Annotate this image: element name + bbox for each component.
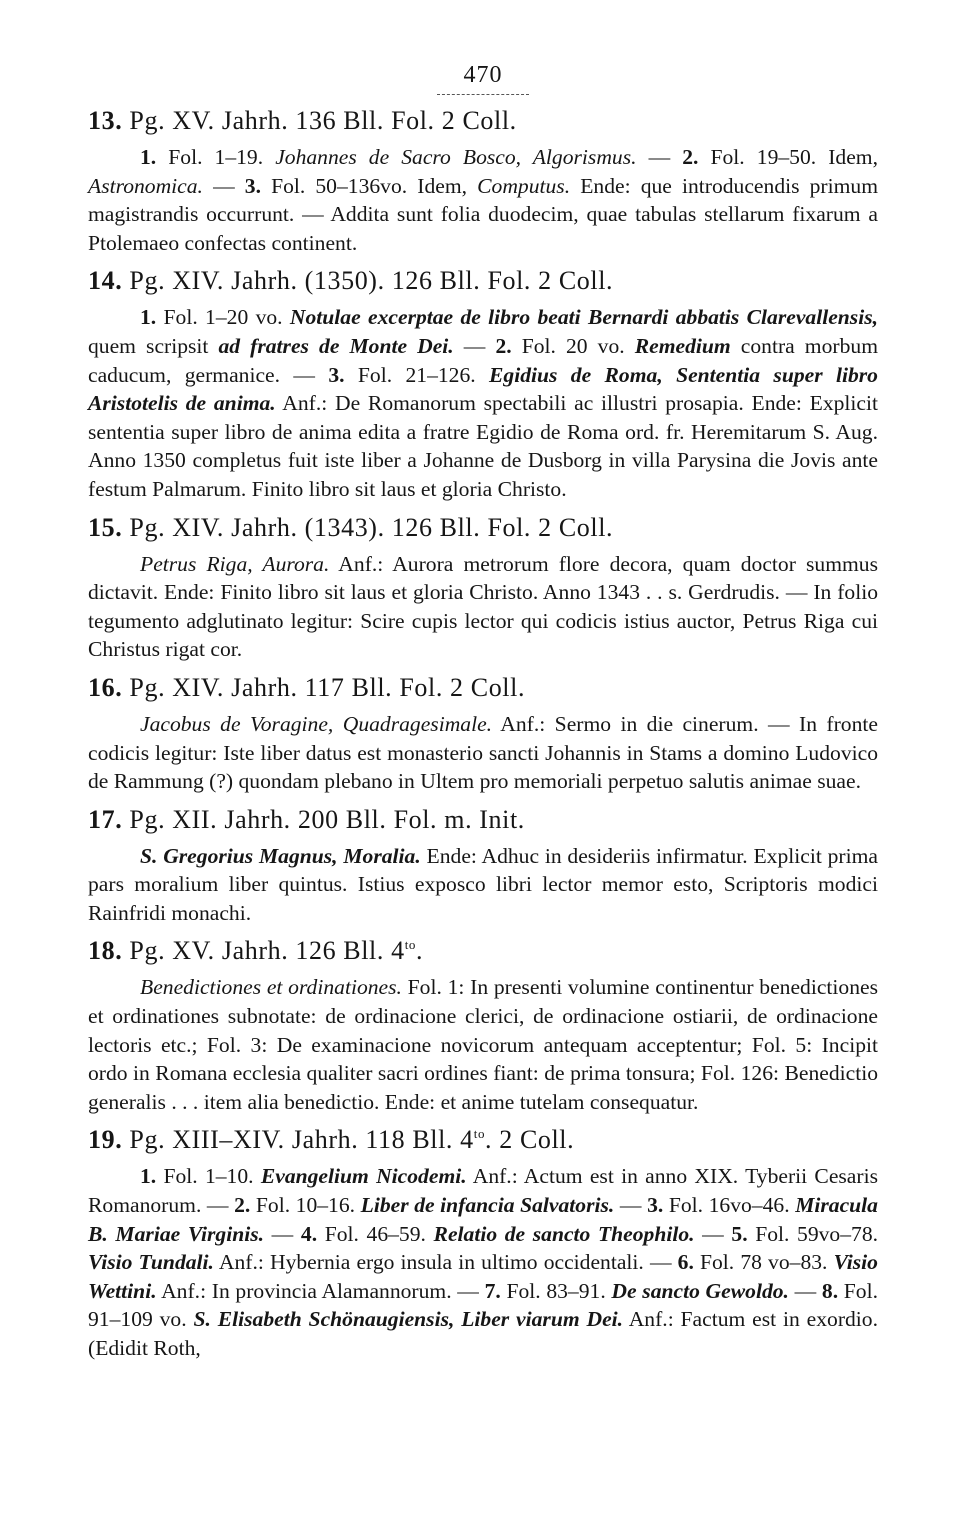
- item-number: 6.: [677, 1250, 694, 1275]
- entry-heading: [88, 1124, 878, 1156]
- entry-description: Pg. XV. Jahrh. 136 Bll. Fol. 2 Coll.: [122, 106, 517, 135]
- body-text: Fol. 16vo–46.: [663, 1193, 796, 1218]
- work-title: Computus.: [477, 173, 571, 198]
- catalogue-entry: [88, 512, 878, 664]
- work-title: Evangelium Nicodemi.: [260, 1164, 467, 1189]
- work-title: Astronomica.: [88, 173, 203, 198]
- catalogue-entry: [88, 672, 878, 796]
- body-text: Fol. 83–91.: [500, 1278, 612, 1303]
- entry-description: Pg. XV. Jahrh. 126 Bll. 4: [122, 936, 405, 966]
- entry-body: [88, 710, 878, 796]
- body-text: Anf.: Hybernia ergo insula in ultimo occidentali. —: [213, 1250, 678, 1275]
- work-title: Miracula B. Mariae Virginis.: [88, 1193, 878, 1246]
- item-number: 4.: [300, 1221, 318, 1246]
- work-title: Jacobus de Voragine, Quadragesimale.: [140, 711, 493, 736]
- body-text: —: [788, 1278, 822, 1303]
- entry-number: 15.: [88, 512, 123, 542]
- body-text: Fol. 1–10.: [156, 1164, 261, 1189]
- body-text: —: [202, 173, 245, 198]
- work-title: Egidius de Roma, Sententia super libro Aristotelis de anima.: [88, 362, 878, 416]
- entry-description: Pg. XIV. Jahrh. (1343). 126 Bll. Fol. 2 Coll.: [122, 512, 614, 542]
- entry-body: [88, 973, 878, 1116]
- body-text: —: [636, 145, 683, 169]
- catalogue-entry: [88, 804, 878, 928]
- entry-body: [88, 143, 878, 257]
- body-text: Fol. 1–19.: [156, 145, 276, 169]
- item-number: 3.: [328, 362, 345, 387]
- work-title: Visio Tundali.: [88, 1250, 214, 1275]
- item-number: 8.: [821, 1278, 839, 1303]
- body-text: Fol. 50–136vo. Idem,: [260, 173, 478, 198]
- entry-heading: [88, 105, 878, 137]
- body-text: Anf.: Factum est in exordio. (Edidit Roth,: [88, 1307, 878, 1360]
- entry-list: [88, 105, 878, 1363]
- body-text: —: [264, 1221, 301, 1246]
- item-number: 1.: [140, 145, 157, 169]
- item-number: 7.: [484, 1278, 501, 1303]
- body-text: quem scripsit: [88, 333, 219, 358]
- body-text: Ende: que introducendis primum magistrandis occurrunt. — Addita sunt folia duodecim, quae tabulas stellarum fixarum a Ptolemaeo confectas continent.: [88, 173, 878, 255]
- catalogue-page: [88, 62, 878, 1371]
- entry-description: Pg. XII. Jahrh. 200 Bll. Fol. m. Init.: [122, 804, 525, 834]
- item-number: 1.: [140, 1164, 157, 1189]
- body-text: —: [694, 1221, 732, 1246]
- entry-heading: [88, 804, 878, 836]
- work-title: Relatio de sancto Theophilo.: [433, 1221, 695, 1246]
- entry-heading: [88, 265, 878, 297]
- format-superscript: to: [404, 937, 416, 953]
- work-title: Johannes de Sacro Bosco, Algorismus.: [275, 145, 637, 169]
- body-text: Fol. 1: In presenti volumine continentur benedictiones et ordinationes subnotate: de ordinacione clerici, de ordinacione ostiarii, de ordinacione lectoris etc.; Fol. 3: De examinacione novicorum antequam acceptentur; Fol. 5: Incipit ordo in Romana ecclesia qualiter sacri ordines fiant: de prima tonsura; Fol. 126: Benedictio generalis . . . item alia benedictio. Ende: et anime tutelam consequatur.: [88, 975, 879, 1114]
- body-text: Fol. 20 vo.: [511, 333, 635, 358]
- entry-body: [88, 550, 878, 664]
- entry-heading: [88, 512, 878, 544]
- work-title: ad fratres de Monte Dei.: [218, 333, 454, 358]
- entry-number: 13.: [88, 106, 123, 135]
- item-number: 3.: [647, 1193, 664, 1218]
- format-superscript: to: [473, 1126, 486, 1142]
- entry-body: [88, 303, 878, 503]
- work-title: S. Elisabeth Schönaugiensis, Liber viarum Dei.: [193, 1307, 624, 1332]
- body-text: —: [614, 1193, 648, 1218]
- entry-number: 16.: [88, 672, 123, 702]
- work-title: De sancto Gewoldo.: [611, 1278, 789, 1303]
- entry-description: Pg. XIV. Jahrh. 117 Bll. Fol. 2 Coll.: [122, 672, 526, 702]
- body-text: Fol. 91–109 vo.: [88, 1278, 878, 1332]
- catalogue-entry: [88, 265, 878, 503]
- body-text: Anf.: Aurora metrorum flore decora, quam doctor summus dictavit. Ende: Finito libro sit laus et gloria Christo. Anno 1343 . . s. Gerdrudis. — In folio tegumento adglutinato legitur: Scire cupis lector qui codicis istius auctor, Petrus Riga cui Christus rigat cor.: [88, 551, 879, 662]
- work-title: Remedium: [634, 333, 731, 358]
- body-text: Fol. 59vo–78.: [747, 1221, 879, 1246]
- body-text: Anf.: Actum est in anno XIX. Tyberii Cesaris Romanorum. —: [88, 1164, 878, 1218]
- catalogue-entry: [88, 105, 878, 257]
- item-number: 5.: [731, 1221, 748, 1246]
- work-title: Benedictiones et ordinationes.: [140, 975, 402, 1000]
- body-text: Fol. 46–59.: [317, 1221, 434, 1246]
- entry-number: 18.: [88, 936, 123, 966]
- entry-heading: [88, 672, 878, 704]
- entry-number: 19.: [88, 1125, 123, 1155]
- body-text: Fol. 10–16.: [250, 1193, 361, 1218]
- body-text: —: [453, 333, 496, 358]
- body-text: Anf.: Sermo in die cinerum. — In fronte codicis legitur: Iste liber datus est monasterio sancti Johannis in Stams a domino Ludovico de Rammung (?) quondam plebano in Ultem pro memoriali perpetuo salutis animae suae.: [88, 711, 878, 794]
- entry-description-tail: .: [416, 936, 424, 966]
- work-title: Liber de infancia Salvatoris.: [360, 1193, 615, 1218]
- entry-description-tail: . 2 Coll.: [485, 1125, 575, 1155]
- body-text: Fol. 21–126.: [344, 362, 490, 387]
- entry-heading: [88, 935, 878, 967]
- entry-body: [88, 1162, 878, 1362]
- catalogue-entry: [88, 935, 878, 1116]
- body-text: contra morbum caducum, germanice. —: [88, 333, 878, 387]
- item-number: 3.: [244, 173, 261, 198]
- work-title: S. Gregorius Magnus, Moralia.: [140, 843, 421, 868]
- entry-number: 14.: [88, 266, 123, 296]
- body-text: Anf.: De Romanorum spectabili ac illustri prosapia. Ende: Explicit sententia super libro de anima edita a fratre Egidio de Roma ord. fr. Heremitarum S. Aug. Anno 1350 completus fuit iste liber a Johanne de Dusborg in villa Parysina die Jovis ante festum Palmarum. Finito libro sit laus et gloria Christo.: [88, 391, 878, 501]
- entry-description: Pg. XIV. Jahrh. (1350). 126 Bll. Fol. 2 Coll.: [122, 266, 614, 296]
- body-text: Fol. 19–50. Idem,: [698, 145, 878, 169]
- entry-number: 17.: [88, 804, 123, 834]
- catalogue-entry: [88, 1124, 878, 1362]
- work-title: Notulae excerptae de libro beati Bernardi abbatis Clarevallensis,: [289, 305, 879, 330]
- body-text: Anf.: In provincia Alamannorum. —: [156, 1278, 485, 1303]
- item-number: 1.: [140, 305, 157, 330]
- entry-description: Pg. XIII–XIV. Jahrh. 118 Bll. 4: [122, 1125, 474, 1155]
- item-number: 2.: [234, 1193, 251, 1218]
- body-text: Fol. 78 vo–83.: [693, 1250, 834, 1275]
- body-text: Fol. 1–20 vo.: [156, 305, 290, 330]
- item-number: 2.: [495, 333, 512, 358]
- work-title: Petrus Riga, Aurora.: [140, 551, 330, 576]
- page-number: 470: [88, 62, 878, 89]
- entry-body: [88, 842, 878, 928]
- body-text: Ende: Adhuc in desideriis infirmatur. Explicit prima pars moralium liber quintus. Istius exposco libri lector memor esto, Scriptoris modici Rainfridi monachi.: [88, 843, 878, 925]
- item-number: 2.: [682, 145, 699, 169]
- work-title: Visio Wettini.: [88, 1250, 878, 1303]
